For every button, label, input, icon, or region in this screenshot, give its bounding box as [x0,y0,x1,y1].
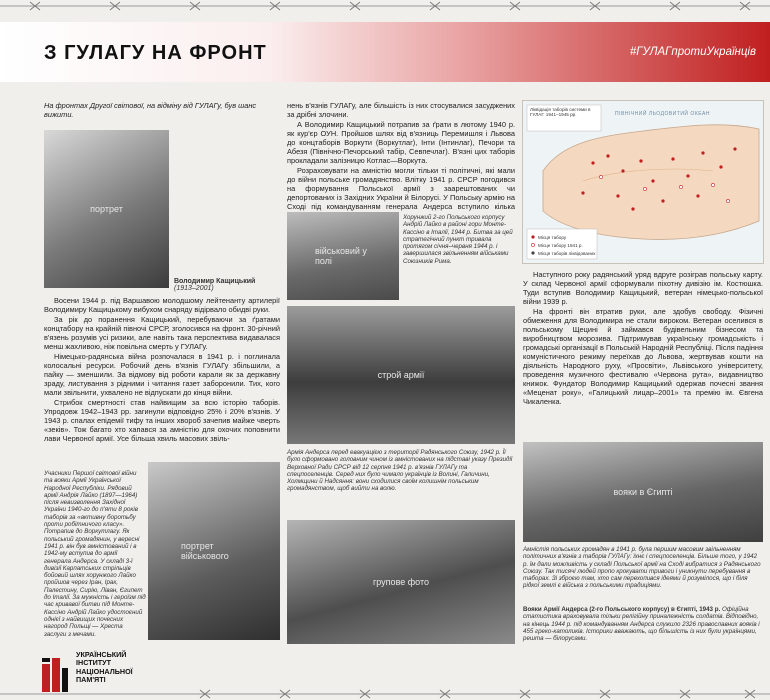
group-soldiers-photo [287,520,515,644]
map-legend [538,234,595,258]
photo-placeholder-label: портрет військового [181,541,229,561]
caption-egypt [523,606,763,642]
hashtag[interactable]: #ГУЛАГпротиУкраїнців [629,46,756,58]
logo-line: УКРАЇНСЬКИЙ [76,650,127,659]
column-1-text [44,296,280,444]
caption-laiko: Учасники Першої світової війни та вояки Армії Української Народної Республіки. Рядовий армії Андрія Лайко (1897—1964) після невизволення Західної України 1940-го до п'яти 8 років таборів за «активну боротьбу проти робітничого класу». Потрапив до Воркутлагу. Як польський громадянин, у вересні 1941 р. він був амністований і в 1942-му вступив до армії генерала Андерса. У складі 3-ї дивізії Карпатських стрільців бойовий шлях хорунжого Лайко пройшов через Іран, Ірак, Палестину, Сирію, Ліван, Єгипет до Італії. За мужність і героїзм під час кривавої битви під Монте-Кассіно Андрій Лайко удостоєний однієї з найвищих почесних нагород Польщі — Хреста заслуги з мечами. [44,470,146,638]
logo-line: НАЦІОНАЛЬНОЇ [76,666,133,676]
paragraph: нень в'язнів ГУЛАГу, але більшість із них стосувалися засуджених за дрібні злочини. [287,101,515,119]
photo-placeholder-label: строй армії [377,370,425,380]
paragraph: На фронті він втратив руки, але здобув свободу. Фізичні обмеження для Володимира не стали вироком. Ветеран оселився в польському Щецині й займався будівельним бізнесом та виробництвом морозива. Підтримував українську громадськість і громадські організації в Польській Народній Республіці. Після падіння комуністичного режиму переїхав до Львова, жертвував кошти на діяльність Народного руху, «Просвіти», Львівського університету, проведення музичного фестивалю «Червона рута», видавництво книжок. Фундатор Володимир Кащицький одержав почесні звання «Меценат року», «Галицький лицар–2001» та премію ім. Євгена Чикаленка. [523,307,763,406]
portrait-kashchytskyi-photo [44,130,169,288]
photo-placeholder-label: вояки в Єгипті [613,487,673,497]
logo-line: ПАМ'ЯТІ [76,675,106,685]
photo-placeholder-label: військовий у полі [315,246,367,266]
map-legend-item: Місця таборів ліквідованих [538,251,596,256]
paragraph: Розраховувати на амністію могли тільки ті політичні, які мали до війни польське громадянство. Влітку 1941 р. СРСР погодився на формування Польської армії з заарештованих чи депортованих із Західних України й Білорусі. У Польську армію на Сході під командуванням генерала Андерса вступило кілька [287,166,515,211]
institute-name [76,651,133,685]
caption-khorunzhyi: Хорунжий 2-го Польського корпусу Андрій Лайко в районі гори Монте-Кассіно в Італії, 1944 р. Битва за цей стратегічний пункт тривала протягом січня–червня 1944 р. і завершилася звільненням військами Союзників Рима. [403,214,513,265]
caption-egypt-title: Вояки Армії Андерса (2-го Польського корпусу) в Єгипті, 1943 р. [523,606,721,613]
header-band [0,22,770,82]
gulag-camps-map [522,100,764,264]
paragraph: А Володимир Кащицький потрапив за ґрати в лютому 1940 р. як кур'єр ОУН. Пройшов шлях від в'язниць Перемишля і Львова до концтаборів Воркути (Воркутлаг), Інти (Інтинлаг), Печори та Абезя (Північно-Печорський табір, Севпечлаг). В'язні цих таборів прокладали залізницю Котлас—Воркута. [287,120,515,165]
photo-placeholder-label: групове фото [373,577,429,587]
paragraph: Німецько-радянська війна розпочалася в 1941 р. і поглинала колосальні ресурси. Робочий день в'язнів ГУЛАГу збільшили, а пайку — зменшили. За відмову від роботи карали як за державну зраду, листування з рідними і читання газет заборонили. Тих, кого мали звільнити, ухвалено не відпускати до кінця війни. [44,352,280,397]
anders-army-photo [287,306,515,444]
map-legend-item: Місця табору [538,235,567,240]
paragraph: Стрибок смертності став найвищим за всю історію таборів. Упродовж 1942–1943 рр. загинули відповідно 25% і 20% в'язнів. У 1943 р. спалах епідемії тифу та інших хвороб зачепив майже чверть «зеків». Тож багато хто хапався за амністію для охочих поповнити лави Червоної армії. Усе більша хвиль масових звіль- [44,398,280,443]
portrait-caption [174,278,279,293]
laiko-portrait-photo [148,462,280,640]
caption-anders-army: Армія Андерса перед евакуацією з території Радянського Союзу, 1942 р. Її було сформовано головним чином із амністованих на підставі указу Президії Верховної Ради СРСР від 12 серпня 1941 р. в'язнів ГУЛАГу та спецпоселенців. Серед них було чимало українців із Волині, Галичини, Холмщини й Надсяння: вони сходилися своїм колишнім польським громадянством, щоб вийти на волю. [287,449,513,493]
paragraph: Наступного року радянський уряд вдруге розіграв польську карту. У склад Червоної армії сформували піхотну дивізію ім. Костюшка. Туди вступив Володимир Кащицький, ветеран німецько-польської війни 1939 р. [523,270,763,306]
photo-placeholder-label: портрет [90,204,123,214]
logo-line: ІНСТИТУТ [76,658,112,668]
paragraph: Восени 1944 р. під Варшавою молодшому лейтенанту артилерії Володимиру Кащицькому вибухом снаряду відірвало обидві руки. [44,296,280,314]
barbed-wire-top [0,0,770,12]
page-title: З ГУЛАГУ НА ФРОНТ [44,42,267,64]
caption-amnesty: Амністія польських громадян в 1941 р. була першим масовим звільненням політичних в'язнів з таборів ГУЛАГу: їхнє і спецпоселенців. Більше того, у 1942 р. їм дали можливість у складі Польської армії на Сході вибратися з Радянського Союзу. Так тисячі людей пропо крокувати тривоги і уникнути перебування в таборах. Зі зброєю там, хто сам перехопився ідеями й розумілося, що і біля рідкої землі є війська з польськими традиціями. [523,546,761,590]
intro-quote: На фронтах Другої світової, на відміну від ГУЛАГу, був шанс вижити. [44,101,257,119]
map-region-label: ПІВНІЧНИЙ ЛЬОДОВИТИЙ ОКЕАН [615,111,710,117]
portrait-name: Володимир Кащицький [174,278,256,285]
caption-egypt-text: Офіційна статистика враховувала тільки релігійну приналежність солдатів. Відповідно, на кінець 1944 р. під командуванням Андерса служило 2326 православних вояків і 455 греко-католиків. Історики вважають, що більшість із них були українцями, решта — білорусами. [523,606,760,643]
map-legend-title: Ліквідація таборів системи в ГУЛАГ. 1941–1945 рр. [530,107,591,118]
khorunzhyi-field-photo [287,212,399,300]
paragraph: За рік до поранення Кащицький, перебуваючи за ґратами концтабору на крайній півночі СРСР, зголосився на фронт. 30-річний в'язень розумів усі ризики, але навіть така перспектива видавалася менш жахливою, ніж повільна смерть у ГУЛАГу. [44,315,280,351]
column-4-text [523,270,763,407]
amnesty-group-photo [523,442,763,542]
map-legend-item: Місце табору 1941 р. [538,243,583,248]
portrait-years: (1913–2001) [174,285,214,293]
column-2-text [287,101,515,221]
barbed-wire-bottom [0,688,770,700]
